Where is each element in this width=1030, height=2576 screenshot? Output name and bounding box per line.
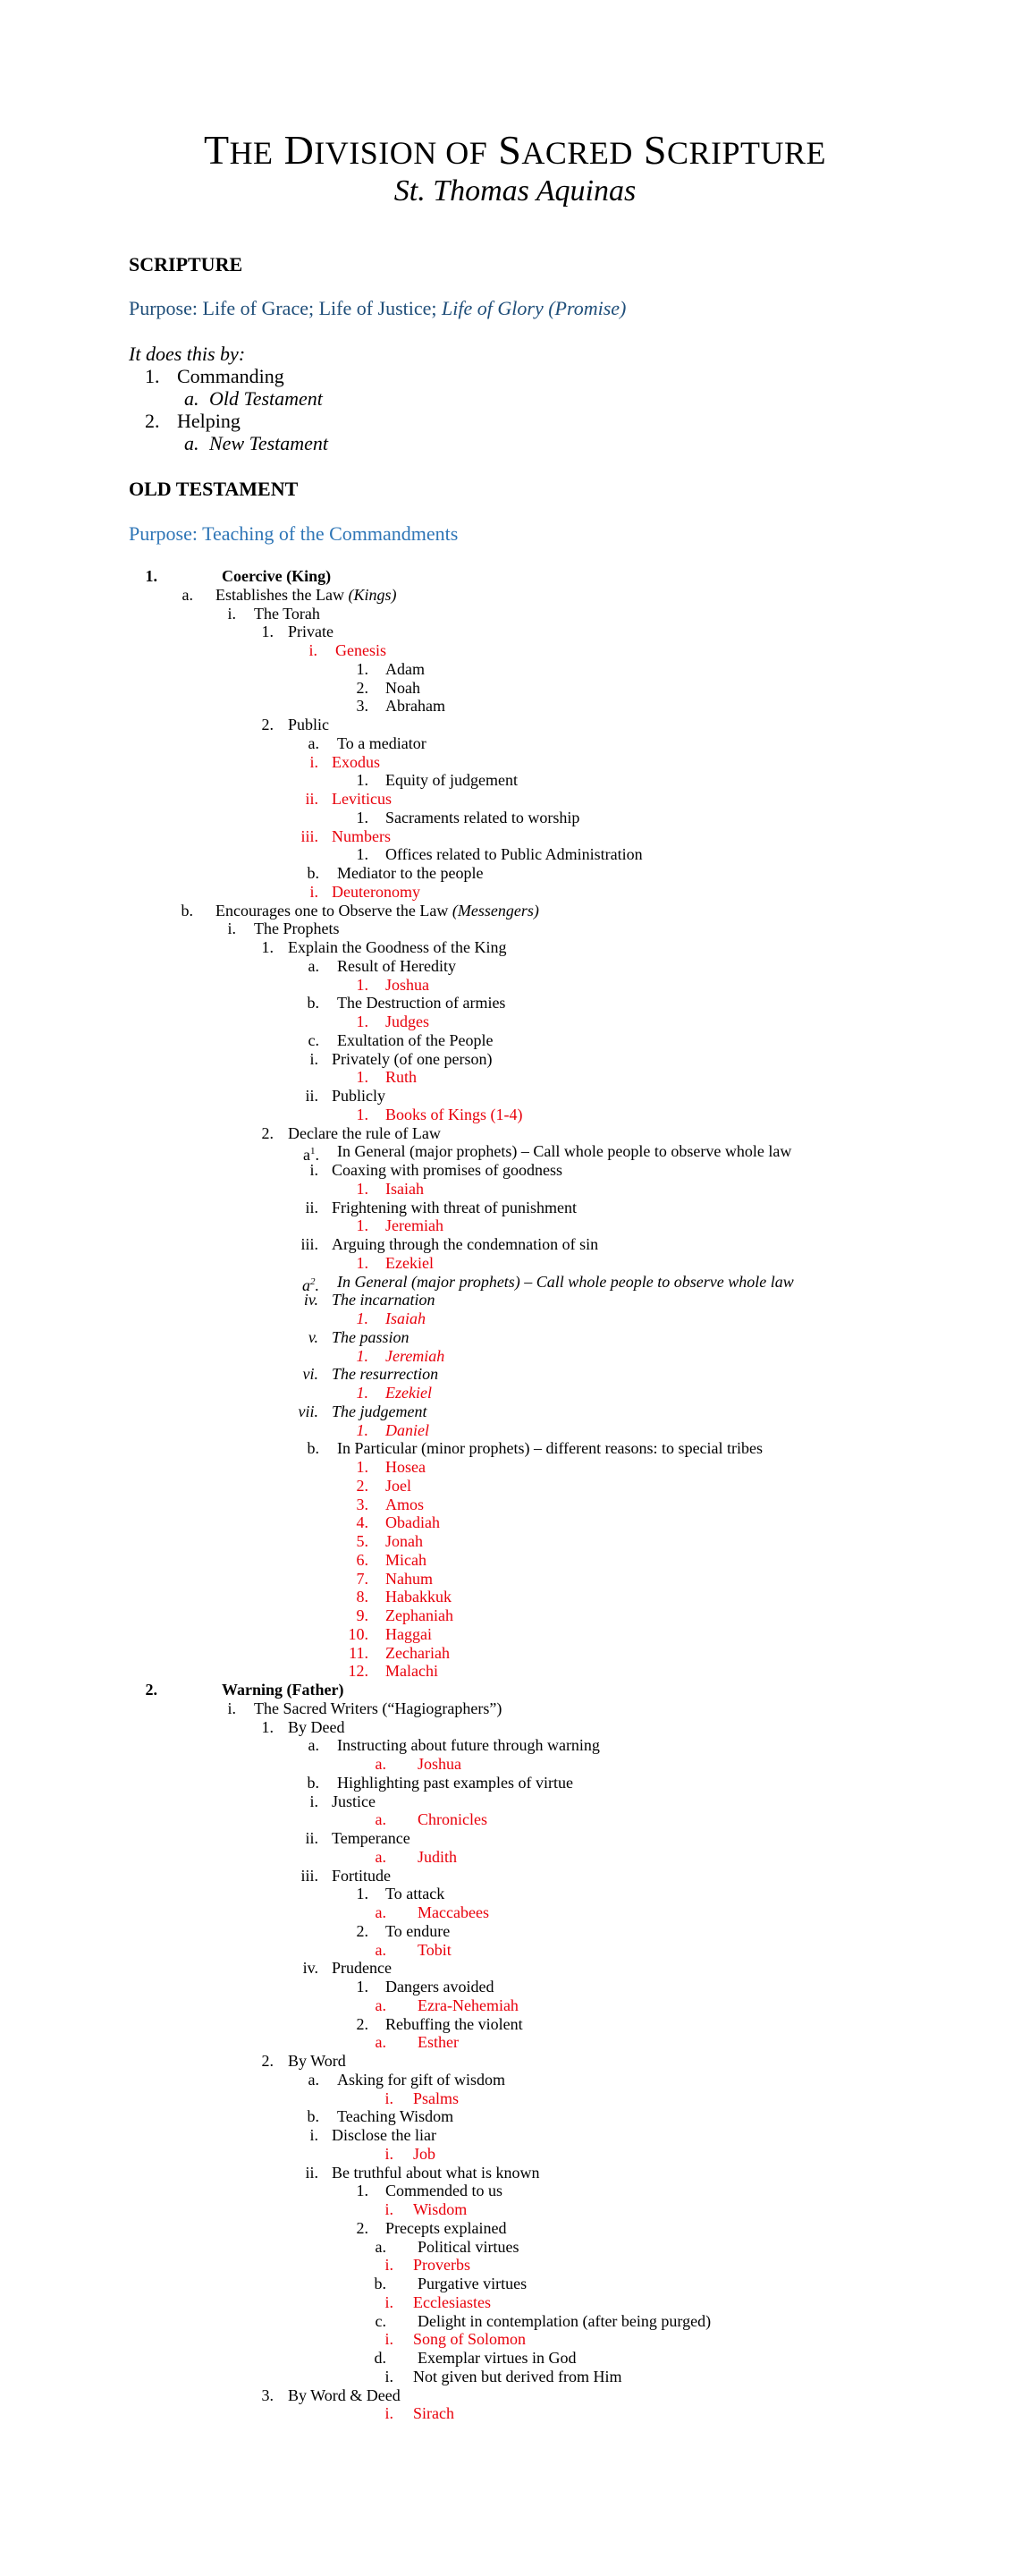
- outline-item: Numbers: [332, 827, 391, 845]
- list-marker: 1.: [145, 365, 160, 387]
- list-marker: i.: [384, 2200, 393, 2218]
- old-testament-purpose: Purpose: Teaching of the Commandments: [129, 522, 459, 545]
- outline-item: Highlighting past examples of virtue: [337, 1774, 573, 1792]
- list-marker: a.: [375, 2238, 386, 2256]
- outline-item: Exultation of the People: [337, 1031, 494, 1049]
- list-marker: 1.: [356, 1013, 368, 1030]
- outline-item: Isaiah: [385, 1309, 426, 1327]
- list-marker: 1.: [356, 1421, 368, 1439]
- outline-item: Publicly: [332, 1087, 386, 1105]
- list-marker: a.: [375, 2033, 386, 2051]
- outline-item: Fortitude: [332, 1867, 391, 1885]
- outline-item: Precepts explained: [385, 2219, 507, 2237]
- outline-item: Ecclesiastes: [413, 2293, 491, 2311]
- list-marker: 1.: [356, 1384, 368, 1402]
- outline-item: Amos: [385, 1496, 425, 1513]
- outline-item: Dangers avoided: [385, 1978, 494, 1996]
- list-marker: i.: [384, 2293, 393, 2311]
- list-marker: vii.: [298, 1402, 318, 1420]
- outline-item: Nahum: [385, 1570, 433, 1588]
- list-marker: i.: [227, 605, 236, 623]
- list-marker: i.: [384, 2368, 393, 2385]
- list-marker: c.: [308, 1031, 319, 1049]
- outline-item: Psalms: [413, 2089, 460, 2107]
- outline-item: The judgement: [332, 1402, 427, 1420]
- list-marker: ii.: [305, 1087, 318, 1105]
- list-marker: 2.: [356, 1922, 368, 1940]
- outline-item: Result of Heredity: [337, 957, 456, 975]
- list-marker: b.: [374, 2275, 386, 2292]
- list-marker: 1.: [356, 1347, 368, 1365]
- list-marker: vi.: [302, 1365, 318, 1383]
- list-marker: 1.: [356, 1106, 368, 1123]
- list-marker: b.: [307, 1439, 319, 1457]
- list-marker: 1.: [261, 1718, 274, 1736]
- outline-item: Judges: [385, 1013, 429, 1030]
- outline-item: Explain the Goodness of the King: [288, 938, 507, 956]
- document-subtitle: St. Thomas Aquinas: [393, 174, 637, 208]
- outline-item: Joshua: [385, 976, 429, 994]
- list-marker: a.: [308, 1736, 319, 1754]
- list-item-helping: Helping: [177, 410, 241, 432]
- outline-item: The Destruction of armies: [337, 994, 506, 1012]
- list-marker: 12.: [348, 1662, 368, 1680]
- outline-item: Joshua: [418, 1755, 461, 1773]
- list-marker: 1.: [261, 938, 274, 956]
- outline-item: Declare the rule of Law: [288, 1124, 441, 1142]
- outline-item: By Deed: [288, 1718, 345, 1736]
- outline-item: Mediator to the people: [337, 864, 484, 882]
- outline-item: Sirach: [413, 2404, 454, 2422]
- list-marker: 2.: [356, 2219, 368, 2237]
- outline-item: To attack: [385, 1885, 445, 1902]
- outline-item: Adam: [385, 660, 425, 678]
- outline-item: Job: [413, 2145, 436, 2163]
- outline-item: Offices related to Public Administration: [385, 845, 643, 863]
- list-marker: iii.: [300, 1867, 318, 1885]
- list-marker: b.: [307, 2107, 319, 2125]
- outline-item: Public: [288, 716, 330, 733]
- list-marker: 1.: [356, 2182, 368, 2199]
- old-testament-heading: OLD TESTAMENT: [129, 478, 299, 500]
- list-marker: i.: [309, 1792, 318, 1810]
- list-marker: 1.: [356, 1068, 368, 1086]
- list-marker: 2.: [356, 679, 368, 697]
- list-marker: 7.: [356, 1570, 368, 1588]
- list-marker: b.: [181, 902, 193, 919]
- outline-item: Teaching Wisdom: [337, 2107, 454, 2125]
- list-marker: 1.: [356, 976, 368, 994]
- list-marker: 1.: [356, 1254, 368, 1272]
- outline-item: Encourages one to Observe the Law (Messengers): [215, 902, 539, 919]
- outline-item: Daniel: [385, 1421, 429, 1439]
- outline-item: Isaiah: [385, 1180, 424, 1198]
- list-marker: 4.: [356, 1513, 368, 1531]
- outline-item: Coercive (King): [222, 567, 332, 585]
- list-marker: ii.: [305, 2164, 318, 2182]
- list-marker: i.: [384, 2145, 393, 2163]
- list-marker: a.: [375, 1996, 386, 2014]
- list-marker: a.: [308, 957, 319, 975]
- list-marker: a.: [375, 1810, 386, 1828]
- list-marker: i.: [308, 641, 317, 659]
- list-marker: ii.: [305, 1199, 318, 1216]
- outline-item: The passion: [332, 1328, 409, 1346]
- list-item-new-testament: New Testament: [209, 432, 329, 454]
- list-marker: v.: [308, 1328, 318, 1346]
- outline-item: Purgative virtues: [418, 2275, 528, 2292]
- outline-item: In Particular (minor prophets) – different reasons: to special tribes: [337, 1439, 764, 1457]
- list-marker: 2.: [356, 1477, 368, 1495]
- scripture-purpose: Purpose: Life of Grace; Life of Justice; Life of Glory (Promise): [129, 297, 627, 319]
- list-marker: 3.: [356, 697, 368, 715]
- outline-item: Joel: [385, 1477, 411, 1495]
- outline-item: Prudence: [332, 1959, 392, 1977]
- list-marker: i.: [309, 2126, 318, 2144]
- list-marker: 9.: [356, 1606, 368, 1624]
- list-marker: a.: [182, 586, 193, 604]
- list-marker: 1.: [261, 623, 274, 640]
- list-marker: 3.: [356, 1496, 368, 1513]
- list-marker: i.: [384, 2404, 393, 2422]
- list-marker: i.: [309, 883, 318, 901]
- list-marker: 2.: [145, 1681, 157, 1699]
- list-marker: a.: [375, 1848, 386, 1866]
- list-marker: i.: [309, 1050, 318, 1068]
- outline-item: Malachi: [385, 1662, 438, 1680]
- outline-item: Habakkuk: [385, 1588, 452, 1606]
- list-marker: i.: [309, 753, 318, 771]
- list-item-old-testament: Old Testament: [209, 387, 323, 410]
- outline-item: Judith: [418, 1848, 458, 1866]
- outline-item: Maccabees: [418, 1903, 489, 1921]
- list-marker: 2.: [261, 1124, 274, 1142]
- list-marker: i.: [384, 2256, 393, 2274]
- outline-item: Genesis: [335, 641, 386, 659]
- outline-item: Jeremiah: [385, 1347, 445, 1365]
- list-marker: 10.: [348, 1625, 368, 1643]
- outline-item: Delight in contemplation (after being purged): [418, 2312, 712, 2330]
- list-marker: $a^1$.: [303, 1146, 319, 1164]
- list-marker: 1.: [356, 845, 368, 863]
- outline-item: Song of Solomon: [413, 2330, 527, 2348]
- outline-item: The resurrection: [332, 1365, 439, 1383]
- outline-item: Haggai: [385, 1625, 432, 1643]
- outline-item: Noah: [385, 679, 420, 697]
- list-marker: 1.: [356, 1309, 368, 1327]
- outline-item: Zechariah: [385, 1644, 450, 1662]
- outline-item: Equity of judgement: [385, 771, 518, 789]
- outline-item: Disclose the liar: [332, 2126, 436, 2144]
- outline-item: Esther: [418, 2033, 459, 2051]
- list-marker: iii.: [300, 827, 318, 845]
- list-marker: 6.: [356, 1551, 368, 1569]
- list-marker: 3.: [261, 2386, 274, 2404]
- list-marker: a.: [184, 387, 199, 410]
- list-marker: b.: [307, 994, 319, 1012]
- outline-item: Wisdom: [413, 2200, 468, 2218]
- outline-item: Exodus: [332, 753, 380, 771]
- list-marker: a.: [375, 1903, 386, 1921]
- outline-item: Ruth: [385, 1068, 418, 1086]
- outline-item: Tobit: [418, 1941, 452, 1959]
- outline-item: Zephaniah: [385, 1606, 453, 1624]
- outline-item: Ezekiel: [385, 1254, 434, 1272]
- outline-item: The Torah: [254, 605, 320, 623]
- outline-item: Micah: [385, 1551, 426, 1569]
- list-marker: b.: [307, 1774, 319, 1792]
- list-marker: 1.: [356, 1458, 368, 1476]
- list-marker: i.: [384, 2330, 393, 2348]
- outline-item: Deuteronomy: [332, 883, 420, 901]
- outline-item: In General (major prophets) – Call whole people to observe whole law: [337, 1142, 792, 1160]
- outline-item: Obadiah: [385, 1513, 440, 1531]
- outline-item: Establishes the Law (Kings): [215, 586, 397, 604]
- outline-item: Political virtues: [418, 2238, 519, 2256]
- outline-item: Instructing about future through warning: [337, 1736, 600, 1754]
- list-marker: 1.: [145, 567, 157, 585]
- outline-item: Arguing through the condemnation of sin: [332, 1235, 599, 1253]
- outline-item: Jonah: [385, 1532, 423, 1550]
- outline-item: The Sacred Writers (“Hagiographers”): [254, 1699, 502, 1717]
- list-marker: iv.: [302, 1959, 318, 1977]
- list-marker: 1.: [356, 1180, 368, 1198]
- list-marker: i.: [384, 2089, 393, 2107]
- list-marker: iv.: [303, 1291, 318, 1309]
- outline-item: Sacraments related to worship: [385, 809, 580, 826]
- list-marker: 11.: [349, 1644, 368, 1662]
- list-marker: b.: [307, 864, 319, 882]
- list-marker: i.: [227, 919, 236, 937]
- list-marker: 1.: [356, 660, 368, 678]
- list-marker: ii.: [305, 1829, 318, 1847]
- list-marker: iii.: [300, 1235, 318, 1253]
- list-marker: c.: [375, 2312, 386, 2330]
- outline-item: Proverbs: [413, 2256, 470, 2274]
- list-marker: a.: [375, 1941, 386, 1959]
- outline-item: Commended to us: [385, 2182, 502, 2199]
- outline-item: Ezekiel: [385, 1384, 432, 1402]
- list-marker: i.: [227, 1699, 236, 1717]
- list-marker: a.: [308, 2071, 319, 2089]
- outline-item: Be truthful about what is known: [332, 2164, 540, 2182]
- outline-item: To endure: [385, 1922, 451, 1940]
- outline-item: Temperance: [332, 1829, 410, 1847]
- list-item-commanding: Commanding: [177, 365, 284, 387]
- outline-item: Ezra-Nehemiah: [418, 1996, 519, 2014]
- list-marker: 5.: [356, 1532, 368, 1550]
- list-marker: a.: [184, 432, 199, 454]
- list-marker: d.: [374, 2349, 386, 2367]
- does-this-label: It does this by:: [129, 343, 246, 365]
- list-marker: a.: [308, 734, 319, 752]
- outline-item: Warning (Father): [222, 1681, 344, 1699]
- outline-item: Chronicles: [418, 1810, 487, 1828]
- outline-item: Books of Kings (1-4): [385, 1106, 523, 1123]
- list-marker: 1.: [356, 1978, 368, 1996]
- list-marker: 1.: [356, 1216, 368, 1234]
- outline-item: Hosea: [385, 1458, 426, 1476]
- outline-item: Justice: [332, 1792, 376, 1810]
- outline-item: Jeremiah: [385, 1216, 443, 1234]
- outline-item: Rebuffing the violent: [385, 2015, 523, 2033]
- outline-item: Private: [288, 623, 333, 640]
- outline-item: The Prophets: [254, 919, 340, 937]
- document-title: THE DIVISION OF SACRED SCRIPTURE: [203, 127, 827, 173]
- outline-item: Privately (of one person): [332, 1050, 493, 1068]
- outline-item: In General (major prophets) – Call whole people to observe whole law: [337, 1273, 794, 1291]
- list-marker: 1.: [356, 809, 368, 826]
- list-marker: 8.: [356, 1588, 368, 1606]
- list-marker: a.: [375, 1755, 386, 1773]
- list-marker: 1.: [356, 771, 368, 789]
- list-marker: i.: [309, 1161, 318, 1179]
- outline-item: To a mediator: [337, 734, 426, 752]
- list-marker: 2.: [261, 716, 274, 733]
- list-marker: 2.: [356, 2015, 368, 2033]
- outline-item: By Word: [288, 2052, 346, 2070]
- outline-item: The incarnation: [332, 1291, 435, 1309]
- outline-item: Not given but derived from Him: [413, 2368, 622, 2385]
- outline-item: Exemplar virtues in God: [418, 2349, 577, 2367]
- list-marker: 1.: [356, 1885, 368, 1902]
- outline-item: Asking for gift of wisdom: [337, 2071, 505, 2089]
- outline-item: Abraham: [385, 697, 445, 715]
- list-marker: ii.: [305, 790, 318, 808]
- list-marker: 2.: [261, 2052, 274, 2070]
- list-marker: $a^2$.: [302, 1276, 319, 1294]
- list-marker: 2.: [145, 410, 160, 432]
- outline-item: Leviticus: [332, 790, 392, 808]
- outline-item: By Word & Deed: [288, 2386, 401, 2404]
- outline-item: Frightening with threat of punishment: [332, 1199, 577, 1216]
- scripture-heading: SCRIPTURE: [129, 253, 243, 275]
- outline-item: Coaxing with promises of goodness: [332, 1161, 562, 1179]
